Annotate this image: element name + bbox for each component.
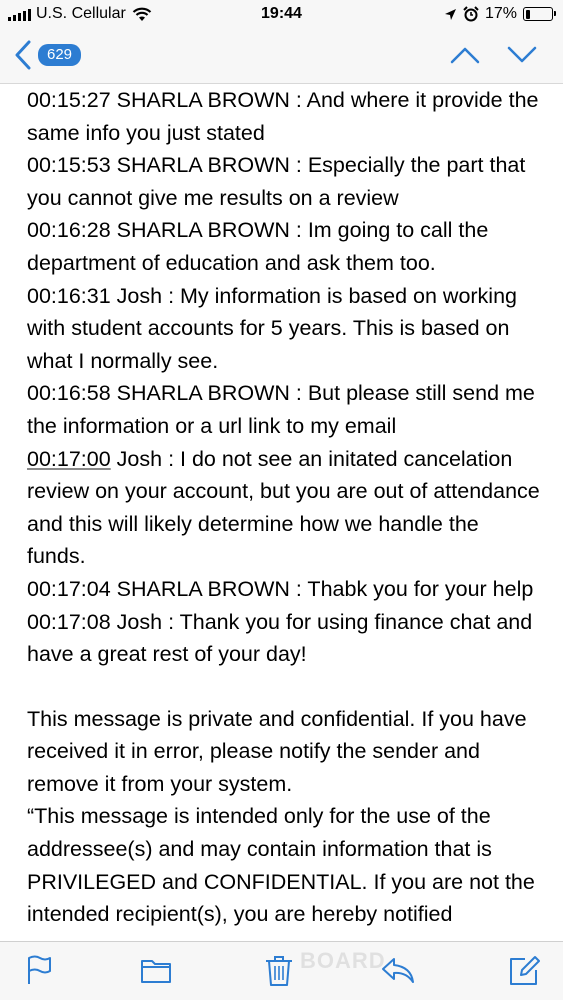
chat-text: Josh : I do not see an initated cancelation review on your account, but you are out of attendance and this will likely determine how we handle the funds. [27,446,540,569]
chat-timestamp: 00:15:27 [27,88,111,112]
chat-line [27,149,543,214]
chat-text: Josh : Thank you for using finance chat and have a great rest of your day! [27,609,533,667]
chat-line [27,84,543,149]
chat-line [27,280,543,378]
chat-timestamp: 00:16:28 [27,218,111,243]
message-body[interactable] [0,84,563,941]
chat-timestamp-link[interactable]: 00:17:00 [27,446,111,471]
spacer [27,671,543,703]
carrier-name: U.S. Cellular [36,5,126,22]
chat-timestamp: 00:17:08 [27,609,111,634]
chat-text: SHARLA BROWN : And where it provide the same info you just stated [27,88,539,145]
trash-icon[interactable] [264,955,294,987]
battery-percent: 17% [484,5,517,22]
down-arrow-icon[interactable] [507,46,537,64]
status-time: 19:44 [261,5,302,22]
chat-text: SHARLA BROWN : Im going to call the department of education and ask them too. [27,218,489,275]
chat-line [27,443,543,573]
battery-icon [523,7,553,21]
alarm-icon [463,6,479,22]
watermark-text: BOARD [300,948,386,973]
compose-icon[interactable] [508,955,540,987]
battery-level [526,10,530,19]
chat-text: SHARLA BROWN : Thabk you for your help [110,576,534,601]
back-chevron-icon [14,40,32,70]
disclaimer-text: This message is private and confidential. If you have received it in error, please notify the sender and remove it from your system. [27,706,527,796]
chat-text: SHARLA BROWN : But please still send me the information or a url link to my email [27,381,535,438]
chat-line [27,573,543,606]
unread-count-badge: 629 [38,44,81,66]
bottom-toolbar [0,941,563,1000]
chat-line [27,377,543,442]
chat-line [27,606,543,671]
disclaimer-text: “This message is intended only for the use of the addressee(s) and may contain information that is PRIVILEGED and CONFIDENTIAL. If you are not the intended recipient(s), you are hereby notified [27,804,535,927]
reply-icon[interactable] [380,955,416,985]
up-arrow-icon[interactable] [450,46,480,64]
chat-timestamp: 00:16:58 [27,381,111,406]
nav-bar [0,30,563,84]
location-icon [444,8,457,21]
chat-timestamp: 00:17:04 [27,576,111,601]
flag-icon[interactable] [26,955,52,985]
chat-timestamp: 00:16:31 [27,283,111,308]
folder-icon[interactable] [140,955,172,985]
chat-text: Josh : My information is based on working with student accounts for 5 years. This is based on what I normally see. [27,283,517,373]
status-right [444,5,553,23]
chat-timestamp: 00:15:53 [27,153,111,178]
status-bar [0,0,563,30]
chat-text: SHARLA BROWN : Especially the part that you cannot give me results on a review [27,153,526,210]
chat-line [27,214,543,279]
back-button[interactable] [14,40,81,70]
